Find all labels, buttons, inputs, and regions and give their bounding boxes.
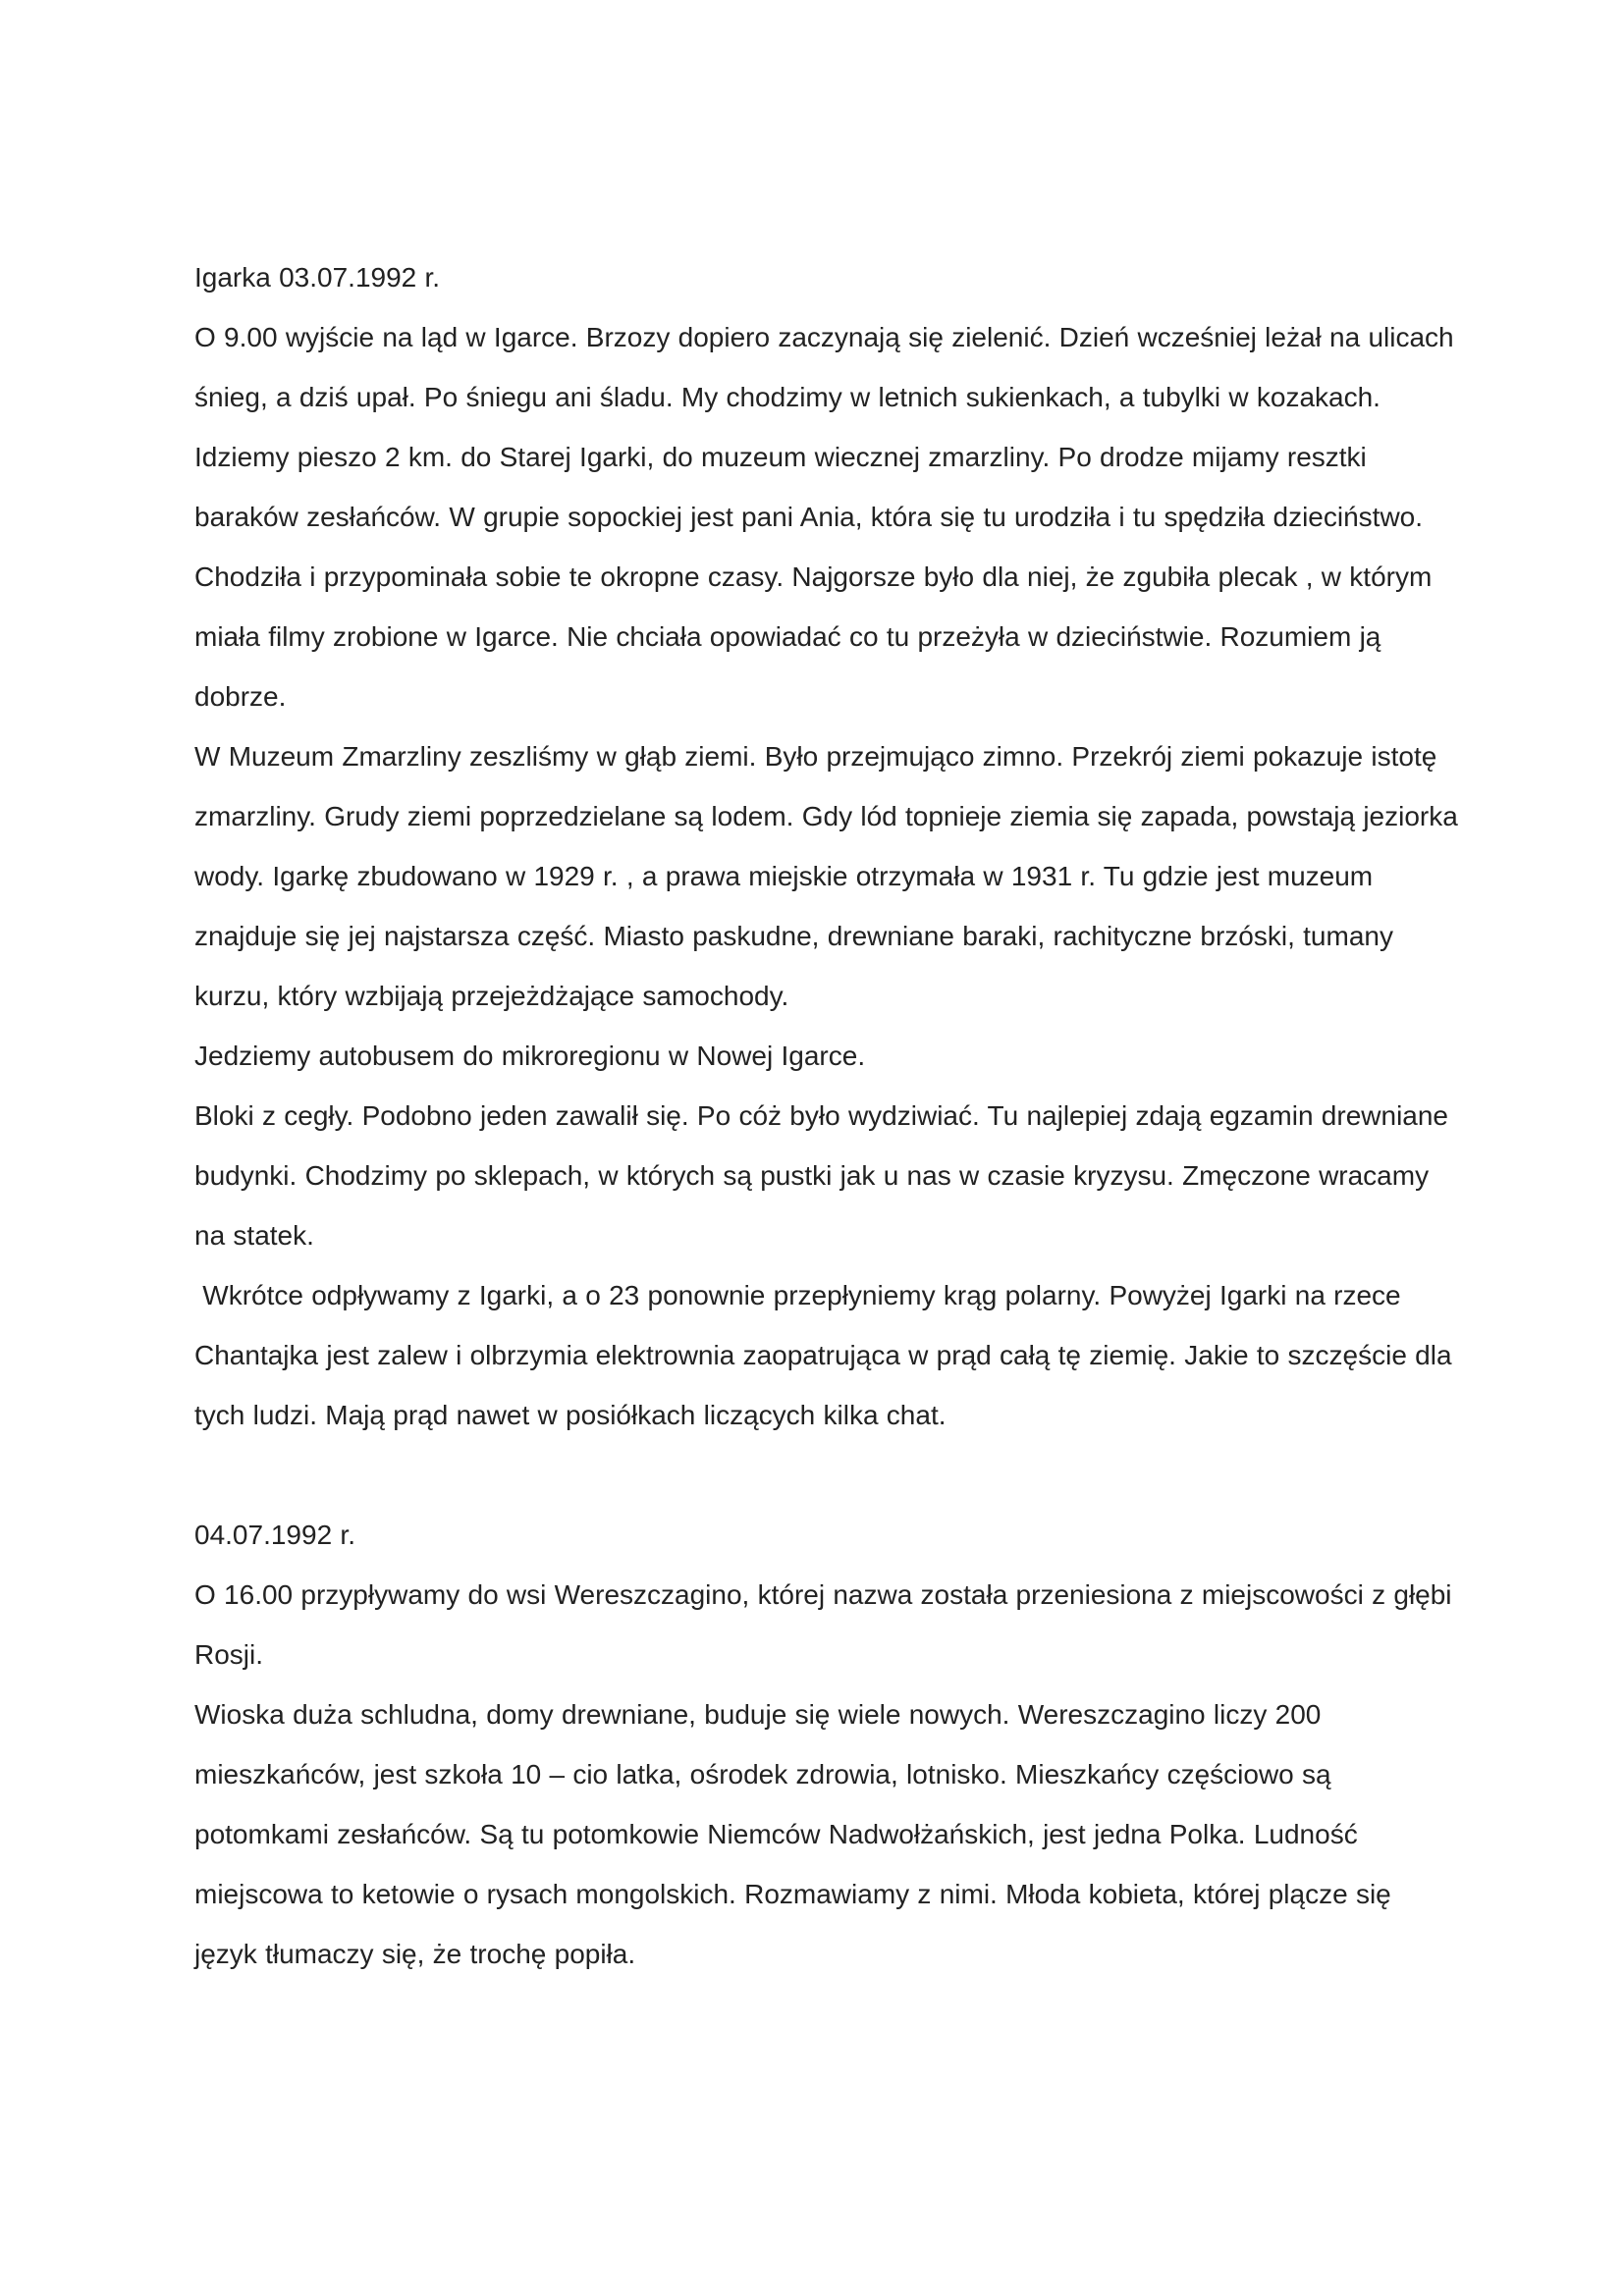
entry-date: Igarka 03.07.1992 r. — [194, 262, 441, 293]
entry-paragraph: W Muzeum Zmarzliny zeszliśmy w głąb ziemi. Było przejmująco zimno. Przekrój ziemi pokazuje istotę zmarzliny. Grudy ziemi poprzedzielane są lodem. Gdy lód topnieje ziemia się zapada, powstają jeziorka wody. Igarkę zbudowano w 1929 r. , a prawa miejskie otrzymała w 1931 r. Tu gdzie jest muzeum znajduje się jej najstarsza część. Miasto paskudne, drewniane baraki, rachityczne brzóski, tumany kurzu, który wzbijają przejeżdżające samochody. — [194, 741, 1458, 1011]
entry-paragraph: O 9.00 wyjście na ląd w Igarce. Brzozy dopiero zaczynają się zielenić. Dzień wcześniej leżał na ulicach śnieg, a dziś upał. Po śniegu ani śladu. My chodzimy w letnich sukienkach, a tubylki w kozakach. — [194, 322, 1454, 412]
diary-entry — [194, 247, 1461, 1445]
document-page — [194, 247, 1461, 1984]
entry-paragraph: Jedziemy autobusem do mikroregionu w Nowej Igarce. — [194, 1041, 866, 1071]
diary-entry — [194, 1505, 1461, 1984]
entry-paragraph: Bloki z cegły. Podobno jeden zawalił się. Po cóż było wydziwiać. Tu najlepiej zdają egzamin drewniane budynki. Chodzimy po sklepach, w których są pustki jak u nas w czasie kryzysu. Zmęczone wracamy na statek. — [194, 1100, 1449, 1251]
entry-paragraph: O 16.00 przypływamy do wsi Wereszczagino, której nazwa została przeniesiona z miejscowości z głębi Rosji. — [194, 1579, 1452, 1670]
entry-paragraph: Wioska duża schludna, domy drewniane, buduje się wiele nowych. Wereszczagino liczy 200 mieszkańców, jest szkoła 10 – cio latka, ośrodek zdrowia, lotnisko. Mieszkańcy częściowo są potomkami zesłańców. Są tu potomkowie Niemców Nadwołżańskich, jest jedna Polka. Ludność miejscowa to ketowie o rysach mongolskich. Rozmawiamy z nimi. Młoda kobieta, której plącze się język tłumaczy się, że trochę popiła. — [194, 1699, 1391, 1969]
entry-date: 04.07.1992 r. — [194, 1520, 355, 1550]
entry-separator — [194, 1445, 1461, 1505]
entry-paragraph: Wkrótce odpływamy z Igarki, a o 23 ponownie przepłyniemy krąg polarny. Powyżej Igarki na rzece Chantajka jest zalew i olbrzymia elektrownia zaopatrująca w prąd całą tę ziemię. Jakie to szczęście dla tych ludzi. Mają prąd nawet w posiółkach liczących kilka chat. — [194, 1280, 1460, 1430]
entry-paragraph: Idziemy pieszo 2 km. do Starej Igarki, do muzeum wiecznej zmarzliny. Po drodze mijamy resztki baraków zesłańców. W grupie sopockiej jest pani Ania, która się tu urodziła i tu spędziła dzieciństwo. Chodziła i przypominała sobie te okropne czasy. Najgorsze było dla niej, że zgubiła plecak , w którym miała filmy zrobione w Igarce. Nie chciała opowiadać co tu przeżyła w dzieciństwie. Rozumiem ją dobrze. — [194, 442, 1433, 712]
